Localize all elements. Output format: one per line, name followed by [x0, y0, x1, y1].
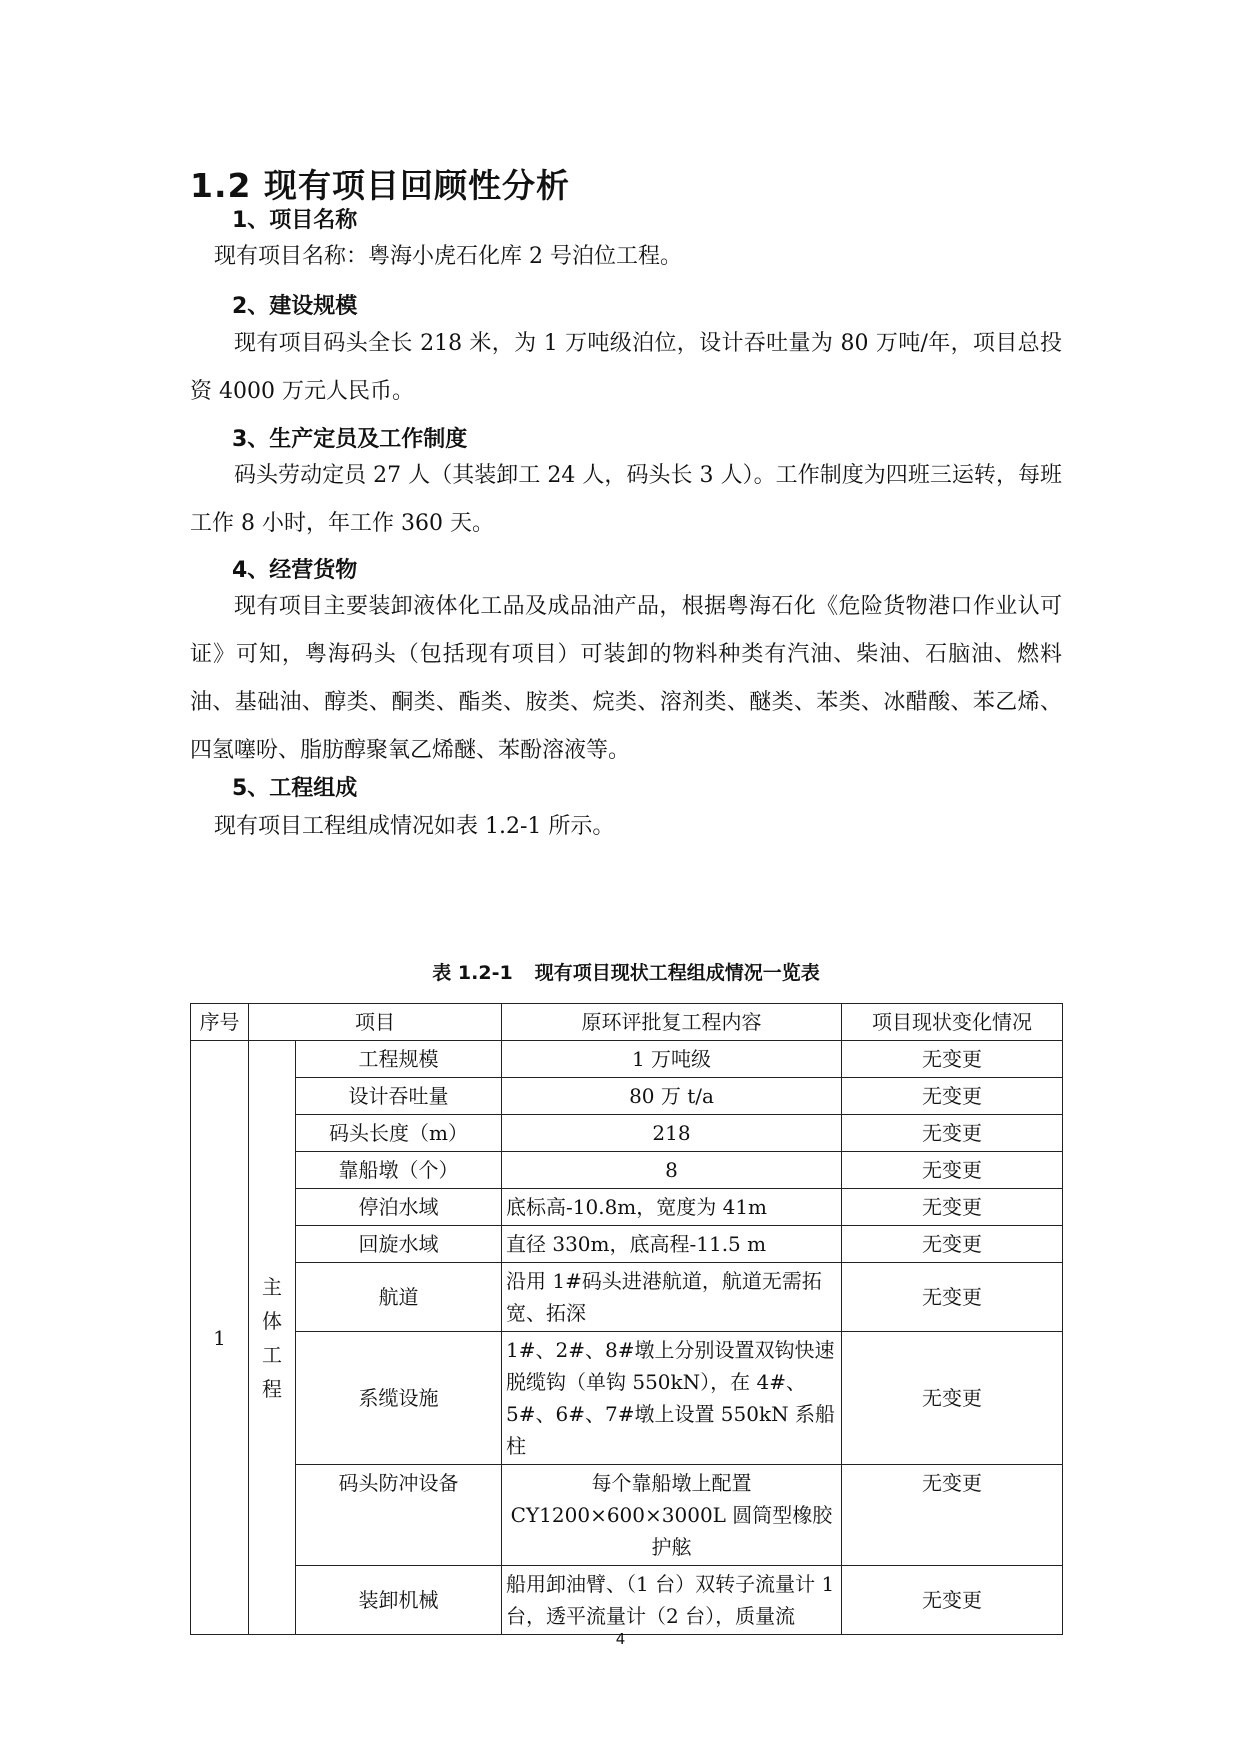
- heading-cargo: 4、经营货物: [232, 558, 358, 583]
- row-item: 装卸机械: [296, 1566, 502, 1635]
- table-row: [191, 1226, 1063, 1263]
- composition-table: [190, 1003, 1063, 1635]
- row-status: 无变更: [842, 1226, 1063, 1263]
- table-row: [191, 1263, 1063, 1332]
- group-label-char: 程: [262, 1376, 282, 1401]
- header-no: 序号: [191, 1004, 249, 1041]
- section-title: 1.2 现有项目回顾性分析: [190, 166, 570, 205]
- table-caption-title: 现有项目现状工程组成情况一览表: [534, 962, 820, 984]
- group-label-char: 工: [262, 1342, 282, 1367]
- row-status: 无变更: [842, 1041, 1063, 1078]
- paragraph-project-name: 现有项目名称：粤海小虎石化库 2 号泊位工程。: [214, 244, 682, 269]
- heading-composition: 5、工程组成: [232, 776, 358, 801]
- table-row: [191, 1465, 1063, 1566]
- table-row: [191, 1566, 1063, 1635]
- paragraph-composition: 现有项目工程组成情况如表 1.2-1 所示。: [214, 814, 615, 839]
- row-content: 80 万 t/a: [502, 1078, 842, 1115]
- header-item: 项目: [249, 1004, 502, 1041]
- header-content: 原环评批复工程内容: [502, 1004, 842, 1041]
- group-number: 1: [191, 1041, 249, 1635]
- page-number: 4: [615, 1630, 626, 1648]
- table-row: [191, 1332, 1063, 1465]
- row-content: 直径 330m，底高程-11.5 m: [502, 1226, 842, 1263]
- heading-construction-scale: 2、建设规模: [232, 294, 358, 319]
- row-content: 船用卸油臂、（1 台）双转子流量计 1 台，透平流量计（2 台），质量流: [502, 1566, 842, 1635]
- row-item: 工程规模: [296, 1041, 502, 1078]
- row-status: 无变更: [842, 1332, 1063, 1465]
- row-status: 无变更: [842, 1566, 1063, 1635]
- row-content: 1 万吨级: [502, 1041, 842, 1078]
- heading-staffing: 3、生产定员及工作制度: [232, 427, 468, 452]
- row-content: 沿用 1#码头进港航道，航道无需拓宽、拓深: [502, 1263, 842, 1332]
- row-item: 回旋水域: [296, 1226, 502, 1263]
- row-content: 218: [502, 1115, 842, 1152]
- table-header-row: [191, 1004, 1063, 1041]
- row-status: 无变更: [842, 1263, 1063, 1332]
- table-row: [191, 1078, 1063, 1115]
- row-item: 航道: [296, 1263, 502, 1332]
- row-content: 底标高-10.8m，宽度为 41m: [502, 1189, 842, 1226]
- group-label-char: 体: [262, 1308, 282, 1333]
- table-row: [191, 1115, 1063, 1152]
- header-status: 项目现状变化情况: [842, 1004, 1063, 1041]
- table-caption: [190, 958, 1062, 985]
- row-item: 设计吞吐量: [296, 1078, 502, 1115]
- row-status: 无变更: [842, 1115, 1063, 1152]
- group-label-char: 主: [262, 1274, 282, 1299]
- table-row: [191, 1152, 1063, 1189]
- row-content: 1#、2#、8#墩上分别设置双钩快速脱缆钩（单钩 550kN），在 4#、5#、6#、7#墩上设置 550kN 系船柱: [502, 1332, 842, 1465]
- row-status: 无变更: [842, 1189, 1063, 1226]
- row-item: 系缆设施: [296, 1332, 502, 1465]
- row-item: 码头防冲设备: [296, 1465, 502, 1566]
- table-row: [191, 1041, 1063, 1078]
- row-item: 码头长度（m）: [296, 1115, 502, 1152]
- row-content: 每个靠船墩上配置 CY1200×600×3000L 圆筒型橡胶护舷: [502, 1465, 842, 1566]
- paragraph-cargo: 现有项目主要装卸液体化工品及成品油产品，根据粤海石化《危险货物港口作业认可证》可知，粤海码头（包括现有项目）可装卸的物料种类有汽油、柴油、石脑油、燃料油、基础油、醇类、酮类、酯类、胺类、烷类、溶剂类、醚类、苯类、冰醋酸、苯乙烯、四氢噻吩、脂肪醇聚氧乙烯醚、苯酚溶液等。: [190, 594, 1062, 763]
- row-content: 8: [502, 1152, 842, 1189]
- paragraph-staffing: 码头劳动定员 27 人（其装卸工 24 人，码头长 3 人）。工作制度为四班三运转，每班工作 8 小时，年工作 360 天。: [190, 463, 1062, 536]
- row-status: 无变更: [842, 1152, 1063, 1189]
- paragraph-construction-scale: 现有项目码头全长 218 米，为 1 万吨级泊位，设计吞吐量为 80 万吨/年，项目总投资 4000 万元人民币。: [190, 331, 1062, 404]
- row-item: 停泊水域: [296, 1189, 502, 1226]
- row-status: 无变更: [842, 1078, 1063, 1115]
- row-status: 无变更: [842, 1465, 1063, 1566]
- row-item: 靠船墩（个）: [296, 1152, 502, 1189]
- heading-project-name: 1、项目名称: [232, 208, 358, 233]
- group-label: [249, 1041, 296, 1635]
- table-row: [191, 1189, 1063, 1226]
- table-caption-number: 表 1.2-1: [432, 962, 513, 984]
